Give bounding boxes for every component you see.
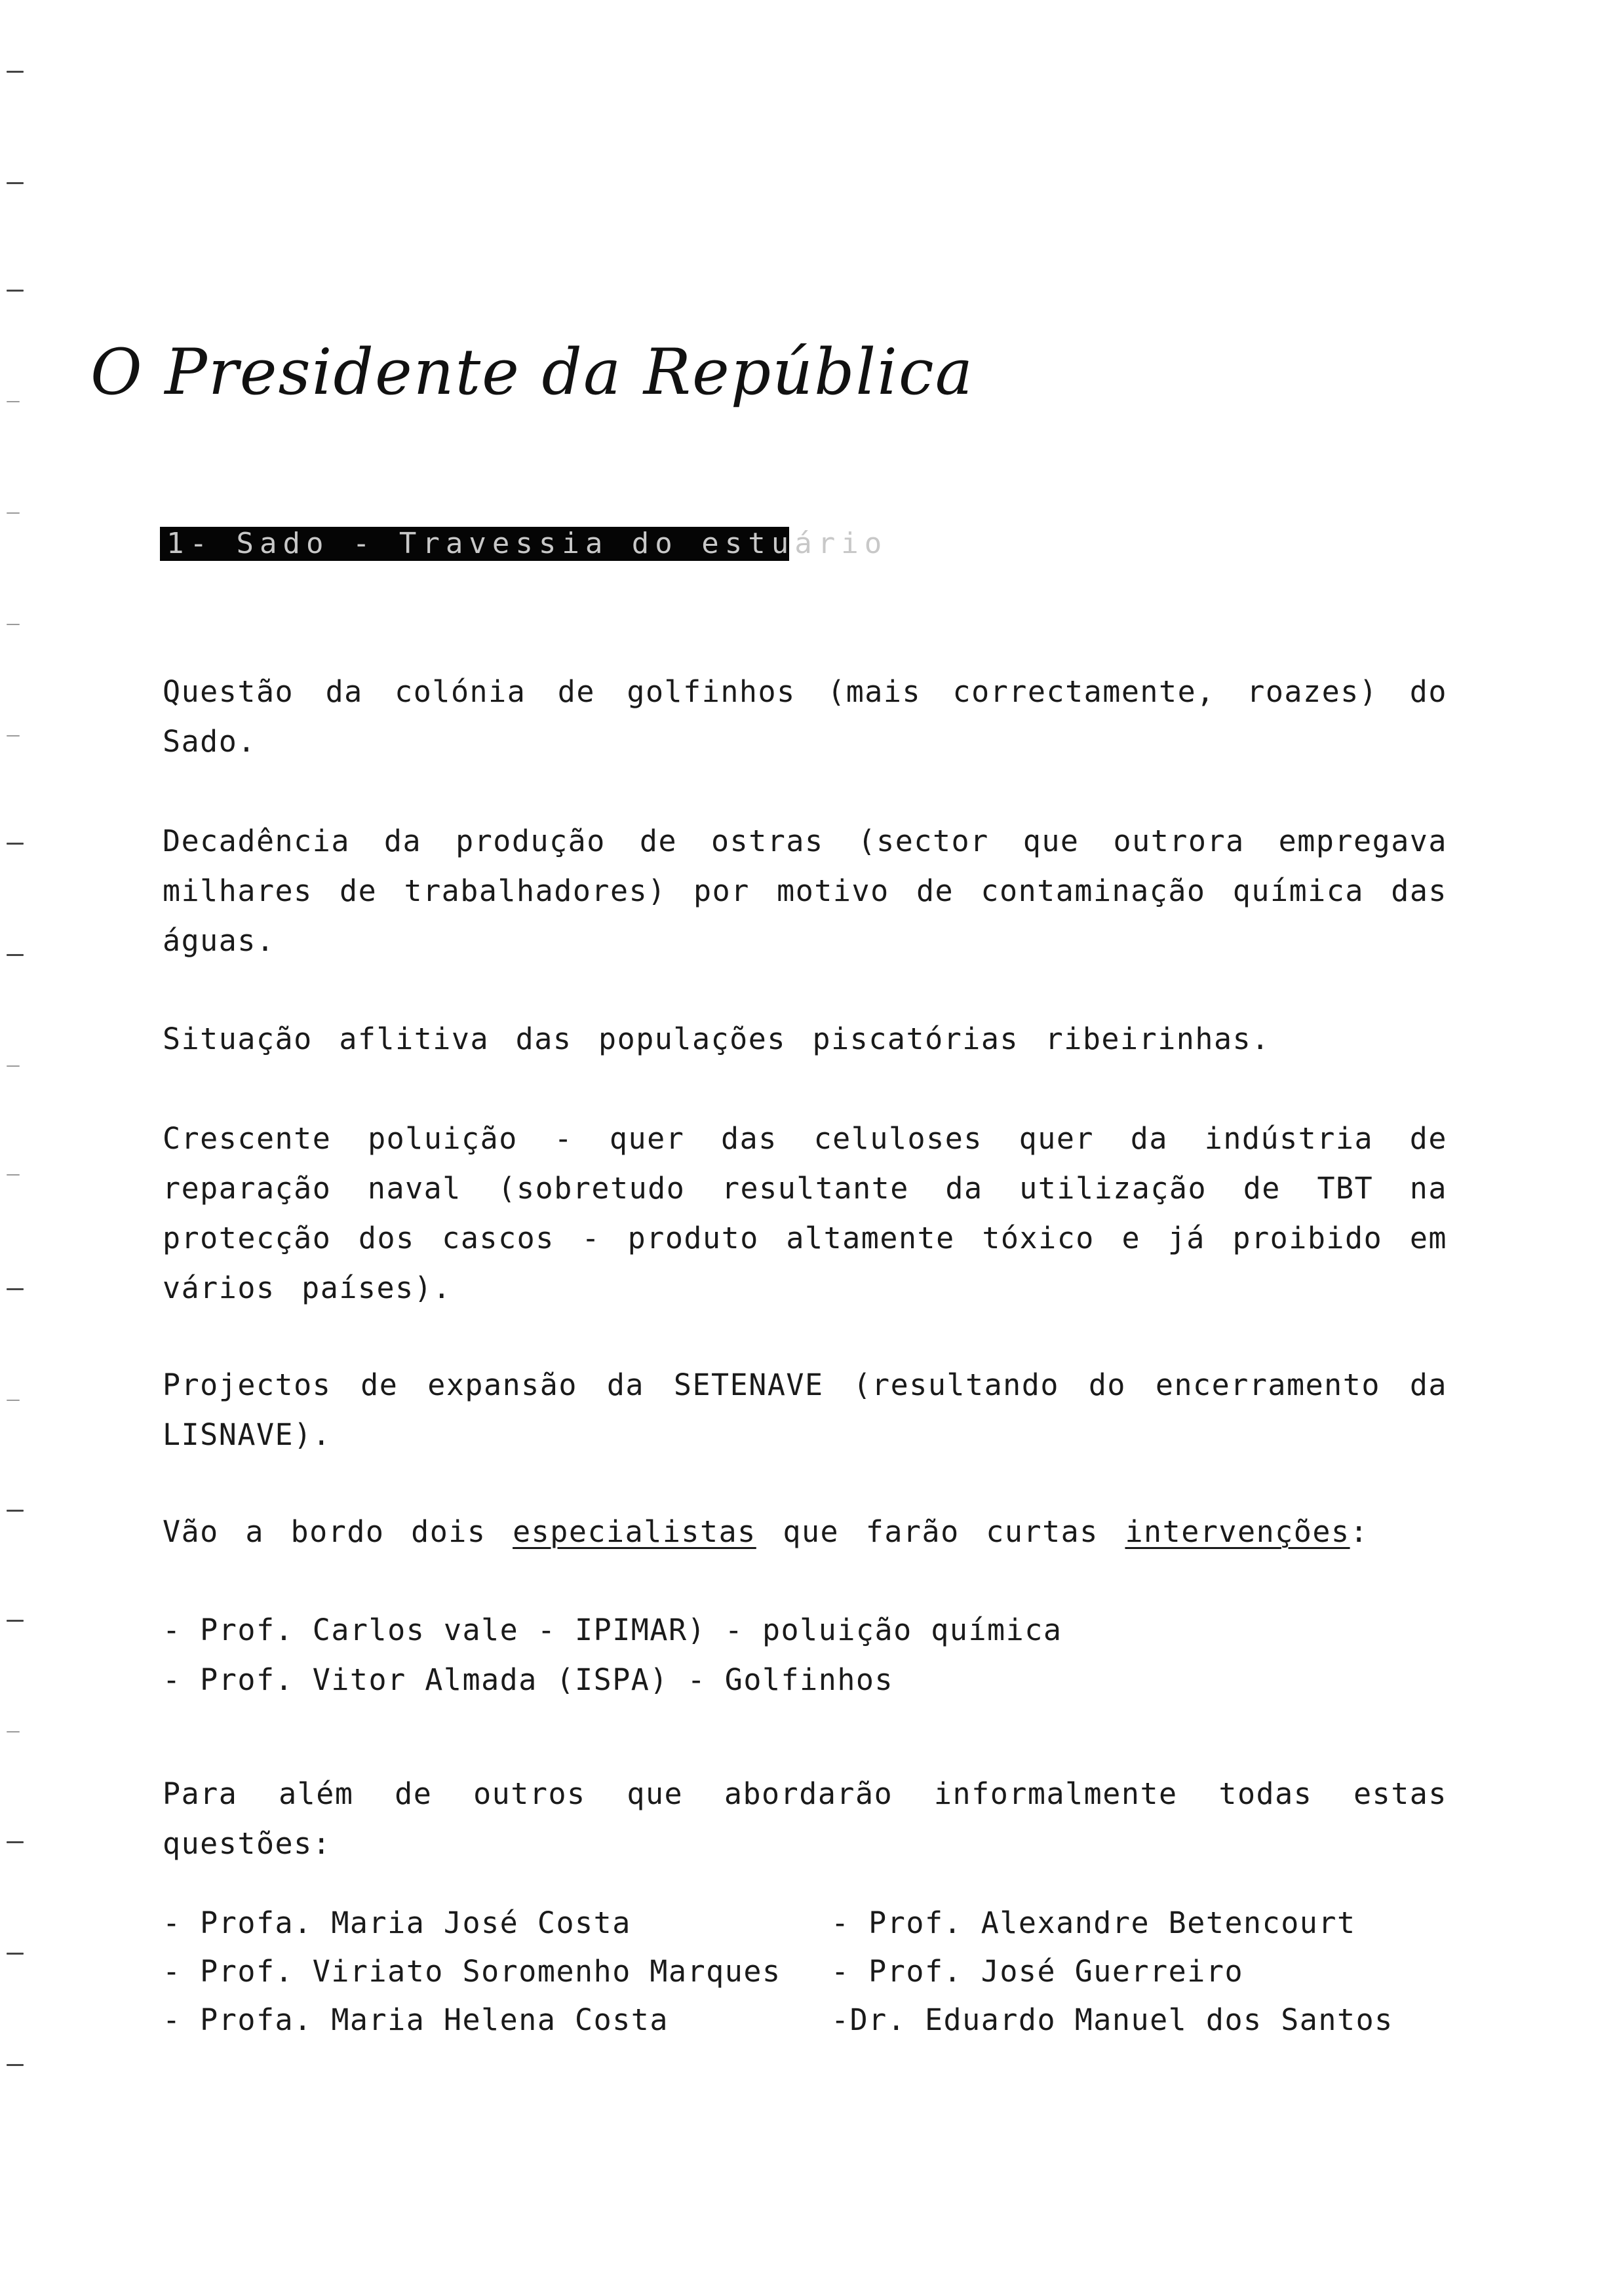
margin-tick bbox=[7, 1174, 20, 1176]
list-item: -Dr. Eduardo Manuel dos Santos bbox=[831, 2002, 1393, 2037]
margin-tick bbox=[7, 1510, 24, 1512]
underlined-especialistas: especialistas bbox=[513, 1514, 756, 1549]
paragraph-setenave: Projectos de expansão da SETENAVE (resultando do encerramento da LISNAVE). bbox=[163, 1368, 1447, 1452]
margin-tick bbox=[7, 954, 24, 956]
margin-tick bbox=[7, 1620, 24, 1622]
text-segment: : bbox=[1350, 1514, 1369, 1549]
list-item: - Prof. Carlos vale - IPIMAR) - poluição química bbox=[163, 1613, 1062, 1647]
paragraph-oysters: Decadência da produção de ostras (sector que outrora empregava milhares de trabalhadores) por motivo de contaminação química das águas. bbox=[163, 824, 1447, 958]
margin-tick bbox=[7, 843, 24, 845]
margin-tick bbox=[7, 512, 20, 514]
margin-tick bbox=[7, 1288, 24, 1290]
paragraph-fishing-communities: Situação aflitiva das populações piscatórias ribeirinhas. bbox=[163, 1022, 1270, 1056]
letterhead: O Presidente da República bbox=[90, 335, 974, 409]
list-item: - Prof. José Guerreiro bbox=[831, 1954, 1244, 1989]
list-row bbox=[163, 1996, 1447, 2044]
text-segment: que farão curtas bbox=[756, 1514, 1125, 1549]
list-item: - Prof. Alexandre Betencourt bbox=[831, 1905, 1356, 1940]
margin-tick bbox=[7, 290, 24, 292]
underlined-intervencoes: intervenções bbox=[1125, 1514, 1350, 1549]
list-item: - Prof. Viriato Soromenho Marques bbox=[163, 1954, 781, 1989]
others-list bbox=[163, 1899, 1447, 2044]
list-item: - Profa. Maria Helena Costa bbox=[163, 2002, 669, 2037]
margin-tick bbox=[7, 1841, 24, 1843]
margin-tick bbox=[7, 624, 20, 625]
paragraph-pollution: Crescente poluição - quer das celuloses quer da indústria de reparação naval (sobretudo resultante da utilização de TBT na protecção dos cascos - produto altamente tóxico e já proibido em vários países). bbox=[163, 1121, 1447, 1305]
paragraph-specialists-intro bbox=[163, 1507, 1447, 1557]
margin-tick bbox=[7, 1953, 24, 1955]
margin-tick bbox=[7, 2064, 24, 2066]
margin-tick bbox=[7, 1400, 20, 1401]
list-row bbox=[163, 1899, 1447, 1947]
margin-tick bbox=[7, 401, 20, 402]
specialists-list bbox=[163, 1605, 1062, 1705]
list-item: - Profa. Maria José Costa bbox=[163, 1905, 631, 1940]
text-segment: Vão a bordo dois bbox=[163, 1514, 513, 1549]
margin-tick bbox=[7, 735, 20, 737]
margin-tick bbox=[7, 182, 24, 184]
list-row bbox=[163, 1947, 1447, 1996]
paragraph-others-intro: Para além de outros que abordarão informalmente todas estas questões: bbox=[163, 1776, 1447, 1861]
list-item: - Prof. Vitor Almada (ISPA) - Golfinhos bbox=[163, 1662, 894, 1697]
section-heading: 1- Sado - Travessia do estuário bbox=[160, 527, 789, 561]
margin-tick bbox=[7, 1731, 20, 1732]
paragraph-dolphins: Questão da colónia de golfinhos (mais correctamente, roazes) do Sado. bbox=[163, 674, 1447, 759]
margin-tick bbox=[7, 71, 24, 73]
margin-tick bbox=[7, 1065, 20, 1067]
